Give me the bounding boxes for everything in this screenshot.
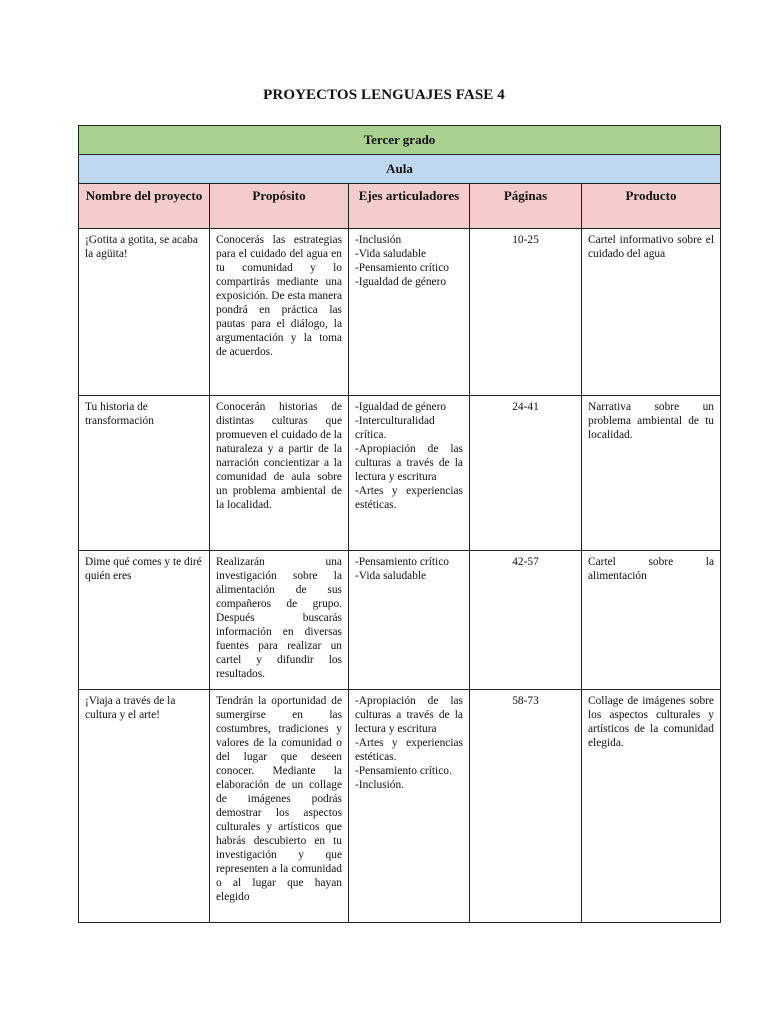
header-purpose: Propósito [210,184,349,229]
project-name: Tu historia de transformación [79,396,210,551]
project-product: Narrativa sobre un problema ambiental de tu localidad. [582,396,721,551]
axis-item: -Pensamiento crítico. [355,765,452,777]
grade-band: Tercer grado [79,126,721,155]
axis-item: -Pensamiento crítico [355,262,449,274]
project-name: ¡Gotita a gotita, se acaba la agüita! [79,229,210,396]
project-pages: 42-57 [470,551,582,690]
context-band: Aula [79,155,721,184]
axis-item: -Artes y experiencias estéticas. [355,737,463,763]
axis-item: -Inclusión. [355,779,405,791]
axis-item: -Apropiación de las culturas a través de la lectura y escritura [355,695,463,735]
project-axes [349,551,470,690]
project-pages: 10-25 [470,229,582,396]
context-band-row [79,155,721,184]
project-product: Collage de imágenes sobre los aspectos culturales y artísticos de la comunidad elegida. [582,690,721,923]
table-row [79,229,721,396]
project-purpose: Realizarán una investigación sobre la alimentación de sus compañeros de grupo. Después buscarás información en diversas fuentes para realizar un cartel y difundir los resultados. [210,551,349,690]
axis-item: -Inclusión [355,234,402,246]
table-row [79,690,721,923]
table-row [79,396,721,551]
project-axes [349,396,470,551]
axis-item: -Apropiación de las culturas a través de la lectura y escritura [355,443,463,483]
axis-item: -Interculturalidad crítica. [355,415,435,441]
axis-item: -Igualdad de género [355,401,447,413]
header-axes: Ejes articuladores [349,184,470,229]
axis-item: -Pensamiento crítico [355,556,449,568]
header-pages: Páginas [470,184,582,229]
project-axes [349,229,470,396]
axis-item: -Igualdad de género [355,276,447,288]
header-row [79,184,721,229]
project-pages: 58-73 [470,690,582,923]
project-product: Cartel informativo sobre el cuidado del agua [582,229,721,396]
project-pages: 24-41 [470,396,582,551]
axis-item: -Artes y experiencias estéticas. [355,485,463,511]
header-name: Nombre del proyecto [79,184,210,229]
projects-table [78,125,721,923]
axis-item: -Vida saludable [355,248,427,260]
table-row [79,551,721,690]
project-name: Dime qué comes y te diré quién eres [79,551,210,690]
project-purpose: Conocerán historias de distintas culturas que promueven el cuidado de la naturaleza y a partir de la narración concientizar a la comunidad de aula sobre un problema ambiental de la localidad. [210,396,349,551]
grade-band-row [79,126,721,155]
header-product: Producto [582,184,721,229]
axis-item: -Vida saludable [355,570,427,582]
page-title: PROYECTOS LENGUAJES FASE 4 [263,87,505,103]
project-axes [349,690,470,923]
project-name: ¡Viaja a través de la cultura y el arte! [79,690,210,923]
project-purpose: Conocerás las estrategias para el cuidado del agua en tu comunidad y lo compartirás mediante una exposición. De esta manera pondrá en práctica las pautas para el diálogo, la argumentación y la toma de acuerdos. [210,229,349,396]
project-product: Cartel sobre la alimentación [582,551,721,690]
project-purpose: Tendrán la oportunidad de sumergirse en las costumbres, tradiciones y valores de la comunidad o del lugar que deseen conocer. Mediante la elaboración de un collage de imágenes podrás demostrar los aspectos culturales y artísticos que habrás descubierto en tu investigación y que representen a la comunidad o al lugar que hayan elegido [210,690,349,923]
